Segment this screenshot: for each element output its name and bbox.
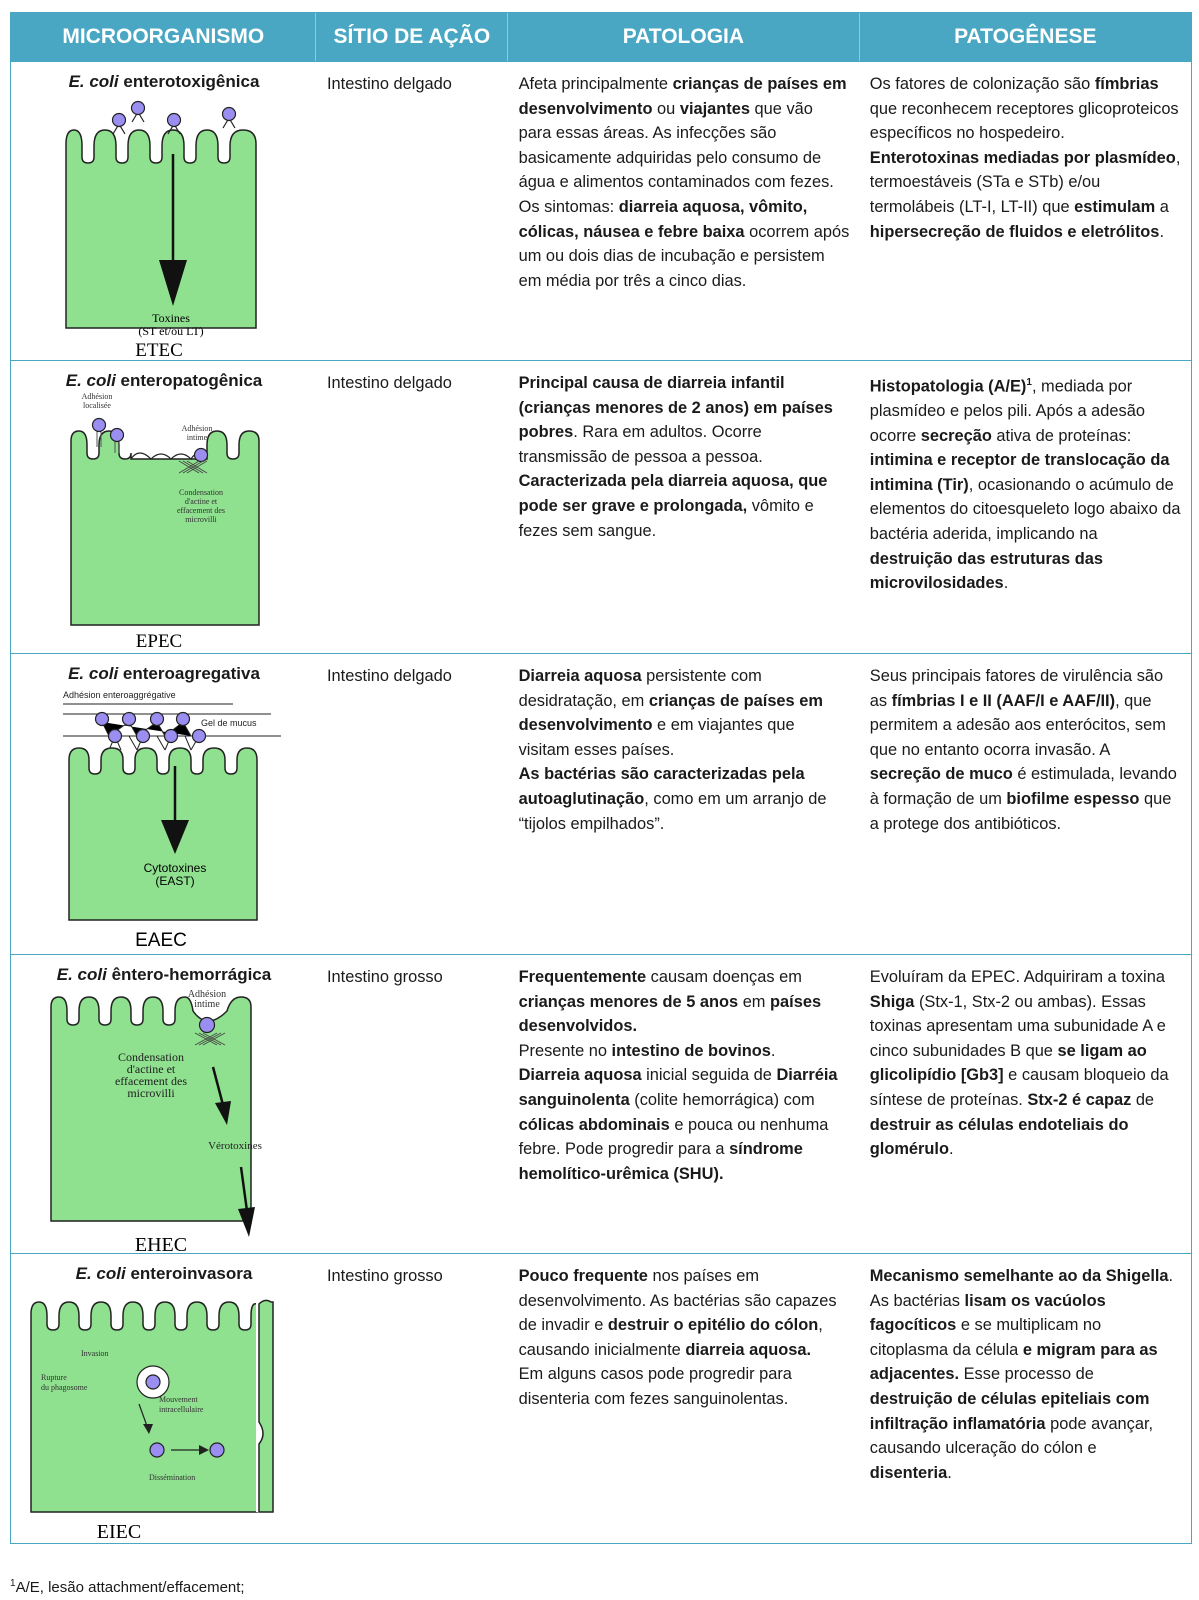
microorganism-title: E. coli enteropatogênica	[65, 371, 263, 390]
arrow-down-icon	[238, 1207, 255, 1237]
header-microorganism: MICROORGANISMO	[11, 13, 316, 61]
footnote: $^1$A/E, lesão attachment/effacement;	[10, 1578, 245, 1596]
microorganism-cell	[11, 654, 317, 954]
pathogenesis-cell: Mecanismo semelhante ao da Shigella. As bactérias lisam os vacúolos fagocíticos e se multiplicam no citoplasma da célula e migram para as adjacentes. Esse processo de destruição de células epiteliais com infiltração inflamatória pode avançar, causando ulceração do cólon e disenteria.	[869, 1267, 1174, 1482]
diagram-label: (EAST)	[155, 874, 195, 888]
diagram-label: Dissémination	[149, 1473, 196, 1482]
diagram-label: d'actine et	[184, 497, 218, 506]
table-row	[11, 653, 1191, 954]
diagram-label: Gel de mucus	[201, 718, 257, 728]
diagram-label: effacement des	[114, 1074, 188, 1088]
site-cell: Intestino grosso	[327, 968, 443, 986]
pathotype-table	[10, 12, 1192, 1544]
pathotype-abbr: EAEC	[135, 930, 187, 951]
table-row	[11, 61, 1191, 360]
pathology-cell: Principal causa de diarreia infantil (crianças menores de 2 anos) em países pobres. Rara em adultos. Ocorre transmissão de pessoa a pessoa. Caracterizada pela diarreia aquosa, que pode ser grave e prolongada, vômito e fezes sem sangue.	[518, 374, 833, 540]
diagram-label: Mouvement	[159, 1395, 198, 1404]
diagram-label: Adhésion enteroaggrégative	[63, 690, 176, 700]
microorganism-cell	[11, 955, 317, 1253]
pathology-cell: Diarreia aquosa persistente com desidratação, em crianças de países em desenvolvimento e em viajantes que visitam esses países. As bactérias são caracterizadas pela autoaglutinação, como em um arranjo de “tijolos empilhados”.	[518, 667, 827, 833]
epithelial-cell	[69, 748, 257, 920]
microorganism-title: E. coli enterotoxigênica	[68, 72, 260, 91]
site-cell: Intestino delgado	[327, 75, 452, 93]
pathogenesis-cell: Seus principais fatores de virulência são as fímbrias I e II (AAF/I e AAF/II), que permitem a adesão aos enterócitos, sem que no entanto ocorra invasão. A secreção de muco é estimulada, levando à formação de um biofilme espesso que a protege dos antibióticos.	[869, 667, 1177, 833]
epec-diagram	[11, 361, 317, 654]
diagram-label: intime	[194, 999, 220, 1010]
pathogenesis-cell: Histopatologia $(A/E)^1$, mediada por plasmídeo e pelos pili. Após a adesão ocorre secreção ativa de proteínas: intimina e receptor de translocação da intimina (Tir), ocasionando o acúmulo de elementos do citoesqueleto logo abaixo da bactéria aderida, implicando na destruição das estruturas das microvilosidades.	[869, 377, 1181, 593]
diagram-label: microvilli	[185, 515, 217, 524]
diagram-label: Cytotoxines	[143, 861, 207, 875]
pathotype-abbr: EHEC	[134, 1234, 188, 1254]
diagram-label: microvilli	[127, 1086, 175, 1100]
microorganism-title: E. coli enteroinvasora	[75, 1264, 253, 1283]
table-header	[11, 13, 1191, 61]
diagram-label: du phagosome	[41, 1383, 88, 1392]
site-cell: Intestino grosso	[327, 1267, 443, 1285]
eaec-diagram	[11, 654, 317, 955]
etec-diagram	[11, 62, 317, 361]
table-row	[11, 954, 1191, 1253]
microorganism-title: E. coli enteroagregativa	[68, 664, 260, 683]
bacteria-icon	[200, 1018, 215, 1033]
header-pathogenesis: PATOGÊNESE	[954, 25, 1097, 48]
diagram-label: Condensation	[179, 488, 223, 497]
pathotype-abbr: EIEC	[96, 1521, 142, 1543]
diagram-label: effacement des	[176, 506, 226, 515]
table-row	[11, 1253, 1191, 1543]
bacteria-icon	[113, 102, 236, 127]
diagram-label: (ST et/ou LT)	[138, 324, 204, 338]
diagram-label: Condensation	[118, 1050, 184, 1064]
pathology-cell: Pouco frequente nos países em desenvolvimento. As bactérias são capazes de invadir e destruir o epitélio do cólon, causando inicialmente diarreia aquosa. Em alguns casos pode progredir para disenteria com fezes sanguinolentas.	[518, 1267, 837, 1408]
diagram-label: intracellulaire	[159, 1405, 204, 1414]
microorganism-title: E. coli êntero-hemorrágica	[56, 965, 272, 984]
diagram-label: intime	[186, 433, 208, 442]
microorganism-cell	[11, 361, 317, 653]
diagram-label: d'actine et	[126, 1062, 176, 1076]
diagram-label: Invasion	[81, 1349, 109, 1358]
pathology-cell: Frequentemente causam doenças em crianças menores de 5 anos em países desenvolvidos. Presente no intestino de bovinos. Diarreia aquosa inicial seguida de Diarréia sanguinolenta (colite hemorrágica) com cólicas abdominais e pouca ou nenhuma febre. Pode progredir para a síndrome hemolítico-urêmica (SHU).	[518, 968, 838, 1183]
diagram-label: Toxines	[152, 311, 190, 325]
site-cell: Intestino delgado	[327, 374, 452, 392]
epithelial-cell	[66, 130, 256, 328]
epithelial-cell	[31, 1302, 257, 1512]
microorganism-cell	[11, 62, 317, 360]
pathotype-abbr: ETEC	[135, 340, 183, 361]
diagram-label: localisée	[83, 401, 111, 410]
epithelial-cell	[71, 431, 259, 625]
ehec-diagram	[11, 955, 317, 1254]
table-row	[11, 360, 1191, 653]
header-pathology: PATOLOGIA	[508, 13, 859, 61]
diagram-label: Adhésion	[81, 392, 113, 401]
diagram-label: Vérotoxines	[208, 1140, 262, 1152]
eiec-diagram	[11, 1254, 317, 1544]
diagram-label: Rupture	[41, 1373, 67, 1382]
diagram-label: Adhésion	[181, 424, 213, 433]
pathotype-abbr: EPEC	[135, 631, 183, 652]
diagram-label: Adhésion	[187, 989, 227, 1000]
header-site: SÍTIO DE AÇÃO	[316, 13, 508, 61]
site-cell: Intestino delgado	[327, 667, 452, 685]
pathology-cell: Afeta principalmente crianças de países em desenvolvimento ou viajantes que vão para essas áreas. As infecções são basicamente adquiridas pelo consumo de água e alimentos contaminados com fezes. Os sintomas: diarreia aquosa, vômito, cólicas, náusea e febre baixa ocorrem após um ou dois dias de incubação e persistem em média por três a cinco dias.	[518, 75, 850, 290]
microorganism-cell	[11, 1254, 317, 1543]
pathogenesis-cell: Evoluíram da EPEC. Adquiriram a toxina Shiga (Stx-1, Stx-2 ou ambas). Essas toxinas apresentam uma subunidade A e cinco subunidades B que se ligam ao glicolipídio [Gb3] e causam bloqueio da síntese de proteínas. Stx-2 é capaz de destruir as células endoteliais do glomérulo.	[869, 968, 1169, 1159]
pathogenesis-cell: Os fatores de colonização são fímbrias que reconhecem receptores glicoproteicos específicos no hospedeiro. Enterotoxinas mediadas por plasmídeo, termoestáveis (STa e STb) e/ou termolábeis (LT-I, LT-II) que estimulam a hipersecreção de fluidos e eletrólitos.	[869, 75, 1181, 241]
